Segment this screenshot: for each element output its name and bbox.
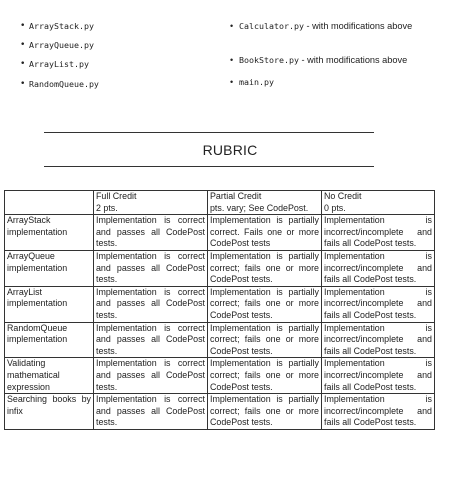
full-credit-text: Implementation is correct and passes all CodePost tests.	[96, 250, 205, 285]
no-credit-cell	[322, 215, 435, 251]
criterion-cell	[5, 322, 94, 358]
partial-credit-text: Implementation is partially correct. Fails one or more CodePost tests	[210, 215, 319, 249]
table-row	[5, 394, 435, 430]
no-credit-text: Implementation is incorrect/incomplete and fails all CodePost tests.	[324, 394, 432, 428]
file-note: - with modifications above	[303, 21, 413, 31]
no-credit-text: Implementation is incorrect/incomplete and fails all CodePost tests.	[324, 358, 432, 392]
no-credit-cell	[322, 250, 435, 286]
partial-credit-text: Implementation is partially correct; fails one or more CodePost tests.	[210, 322, 319, 356]
header-title: Full Credit	[96, 191, 137, 201]
file-note: - with modifications above	[298, 55, 408, 65]
file-item	[230, 54, 422, 76]
partial-credit-text: Implementation is partially correct; fails one or more CodePost tests.	[210, 394, 319, 428]
partial-credit-cell	[208, 394, 322, 430]
partial-credit-text: Implementation is partially correct; fails one or more CodePost tests.	[210, 358, 319, 392]
no-credit-cell	[322, 322, 435, 358]
table-row	[5, 250, 435, 286]
full-credit-cell	[94, 250, 208, 286]
no-credit-cell	[322, 286, 435, 322]
header-cell	[5, 191, 94, 215]
full-credit-text: Implementation is correct and passes all CodePost tests.	[96, 215, 205, 249]
header-title: No Credit	[324, 191, 362, 201]
header-cell	[94, 191, 208, 215]
full-credit-cell	[94, 358, 208, 394]
criterion-label: RandomQueue implementation	[7, 322, 68, 345]
file-name: main.py	[239, 77, 274, 87]
title-rule-bottom	[44, 166, 374, 167]
criterion-cell	[5, 358, 94, 394]
header-points: 0 pts.	[324, 202, 346, 213]
no-credit-cell	[322, 358, 435, 394]
header-row	[5, 191, 435, 215]
submission-files-left	[20, 20, 200, 97]
title-rule-top	[44, 132, 374, 133]
full-credit-cell	[94, 286, 208, 322]
full-credit-text: Implementation is correct and passes all CodePost tests.	[96, 394, 205, 428]
partial-credit-text: Implementation is partially correct; fails one or more CodePost tests.	[210, 250, 319, 285]
file-item: • RandomQueue.py	[20, 78, 200, 97]
header-title: Partial Credit	[210, 191, 262, 201]
partial-credit-cell	[208, 286, 322, 322]
criterion-label: ArrayQueue implementation	[7, 250, 68, 273]
rubric-title: RUBRIC	[202, 142, 258, 158]
table-row	[5, 322, 435, 358]
partial-credit-cell	[208, 250, 322, 286]
full-credit-text: Implementation is correct and passes all CodePost tests.	[96, 358, 205, 392]
partial-credit-cell	[208, 358, 322, 394]
criterion-label: ArrayList implementation	[7, 286, 68, 309]
no-credit-text: Implementation is incorrect/incomplete and fails all CodePost tests.	[324, 322, 432, 356]
file-item: • ArrayList.py	[20, 58, 200, 77]
criterion-label: Validating mathematical expression	[7, 358, 60, 392]
no-credit-text: Implementation is incorrect/incomplete and fails all CodePost tests.	[324, 250, 432, 285]
file-item	[230, 76, 422, 88]
header-cell	[208, 191, 322, 215]
criterion-label: Searching books by infix	[7, 394, 91, 416]
partial-credit-cell	[208, 322, 322, 358]
submission-files-right	[230, 20, 422, 88]
no-credit-text: Implementation is incorrect/incomplete and fails all CodePost tests.	[324, 286, 432, 320]
no-credit-text: Implementation is incorrect/incomplete and fails all CodePost tests.	[324, 215, 432, 249]
file-item: • ArrayStack.py	[20, 20, 200, 39]
partial-credit-text: Implementation is partially correct; fails one or more CodePost tests.	[210, 286, 319, 320]
partial-credit-cell	[208, 215, 322, 251]
full-credit-cell	[94, 394, 208, 430]
full-credit-text: Implementation is correct and passes all CodePost tests.	[96, 286, 205, 320]
table-row	[5, 358, 435, 394]
criterion-cell	[5, 286, 94, 322]
rubric-table	[4, 190, 435, 430]
criterion-cell	[5, 250, 94, 286]
no-credit-cell	[322, 394, 435, 430]
header-points: 2 pts.	[96, 202, 118, 213]
file-name: Calculator.py	[239, 21, 304, 31]
file-item: • ArrayQueue.py	[20, 39, 200, 58]
criterion-label: ArrayStack implementation	[7, 215, 68, 237]
table-row	[5, 215, 435, 251]
criterion-cell	[5, 215, 94, 251]
file-name: BookStore.py	[239, 55, 299, 65]
full-credit-cell	[94, 215, 208, 251]
file-item	[230, 20, 422, 54]
criterion-cell	[5, 394, 94, 430]
header-points: pts. vary; See CodePost.	[210, 202, 309, 213]
header-cell	[322, 191, 435, 215]
table-row	[5, 286, 435, 322]
full-credit-text: Implementation is correct and passes all CodePost tests.	[96, 322, 205, 356]
full-credit-cell	[94, 322, 208, 358]
